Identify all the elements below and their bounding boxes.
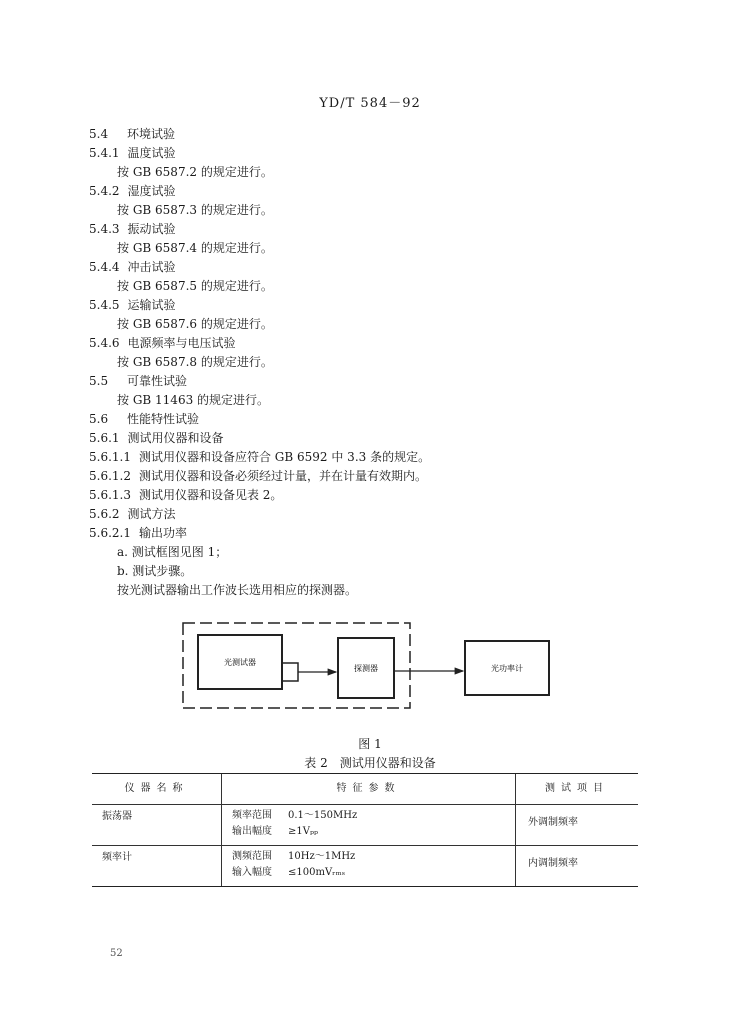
section-body-text: 按 GB 6587.2 的规定进行。 [117,165,273,179]
table-row [92,845,638,886]
table-header-cell: 测试项目 [545,783,609,794]
section-title: 测试用仪器和设备见表 2。 [138,488,283,502]
section-title: 温度试验 [127,146,176,160]
diagram-node-light-tester [198,635,282,689]
instrument-params [222,805,516,845]
test-item: 内调制频率 [528,858,578,869]
param-line [232,865,515,881]
section-heading [89,373,187,389]
param-label: 测频范围 [232,851,272,862]
instrument-params [222,846,516,886]
param-line [232,824,515,840]
section-number: 5.4.3 [89,222,120,236]
section-heading [89,468,427,484]
section-title: 测试用仪器和设备必须经过计量，并在计量有效期内。 [138,469,427,483]
section-number: 5.4.2 [89,184,120,198]
instrument-name: 振荡器 [92,805,222,845]
section-number: 5.6.1.1 [89,450,131,464]
section-body-text: 按 GB 11463 的规定进行。 [117,393,270,407]
section-heading [89,506,176,522]
section-number: 5.6.1.2 [89,469,131,483]
section-heading [89,525,187,541]
section-heading [89,145,176,161]
section-title: 湿度试验 [127,184,176,198]
table-header-cell: 仪器名称 [92,774,222,804]
light-tester-output-port [282,663,298,681]
node-label-light-tester: 光测试器 [224,658,256,667]
node-label-power-meter: 光功率计 [491,664,523,673]
page-number: 52 [110,948,123,959]
table-header-row [92,774,638,805]
section-body-text: 按 GB 6587.5 的规定进行。 [117,279,273,293]
section-heading [89,335,236,351]
equipment-table [92,773,638,887]
table-header-cell: 特征参数 [222,774,516,804]
node-label-detector: 探测器 [354,664,378,673]
section-number: 5.4.6 [89,336,120,350]
section-heading [89,183,176,199]
section-heading [89,449,430,465]
section-title: 测试用仪器和设备应符合 GB 6592 中 3.3 条的规定。 [138,450,431,464]
section-number: 5.6.2.1 [89,526,131,540]
section-title: 性能特性试验 [127,412,200,426]
section-number: 5.4.5 [89,298,120,312]
dashed-enclosure [183,623,410,708]
section-number: 5.4.1 [89,146,120,160]
test-item: 外调制频率 [528,817,578,828]
param-value: 0.1～150MHz [288,810,358,821]
document-code-header: YD/T 584－92 [319,96,421,111]
section-title: 运输试验 [127,298,176,312]
section-heading [89,430,224,446]
section-number: 5.4.4 [89,260,120,274]
figure-caption: 图 1 [358,737,382,751]
param-line [232,808,515,824]
instrument-name: 频率计 [92,846,222,886]
section-body-text: 按光测试器输出工作波长选用相应的探测器。 [117,583,358,597]
section-body-text: a. 测试框图见图 1； [117,545,228,559]
section-body-text: b. 测试步骤。 [117,564,193,578]
section-number: 5.6 [89,412,109,426]
section-heading [89,126,175,142]
param-label: 频率范围 [232,810,272,821]
param-label: 输入幅度 [232,867,272,878]
section-title: 输出功率 [138,526,187,540]
section-body-text: 按 GB 6587.8 的规定进行。 [117,355,273,369]
section-heading [89,411,199,427]
diagram-node-power-meter [465,641,549,695]
table-row [92,805,638,845]
section-number: 5.5 [89,374,109,388]
table-title: 表 2 测试用仪器和设备 [304,756,436,770]
section-heading [89,259,176,275]
section-heading [89,487,282,503]
section-number: 5.6.2 [89,507,120,521]
section-number: 5.6.1.3 [89,488,131,502]
section-number: 5.6.1 [89,431,120,445]
section-heading [89,221,176,237]
section-title: 可靠性试验 [127,374,188,388]
section-body-text: 按 GB 6587.3 的规定进行。 [117,203,273,217]
param-value: ≤100mVᵣₘₛ [288,867,346,878]
section-title: 环境试验 [127,127,176,141]
param-value: ≥1Vₚₚ [288,826,318,837]
section-title: 电源频率与电压试验 [127,336,236,350]
param-line [232,849,515,865]
section-title: 冲击试验 [127,260,176,274]
section-number: 5.4 [89,127,109,141]
section-body-text: 按 GB 6587.4 的规定进行。 [117,241,273,255]
param-label: 输出幅度 [232,826,272,837]
section-title: 测试方法 [127,507,176,521]
section-title: 振动试验 [127,222,176,236]
param-value: 10Hz～1MHz [288,851,356,862]
section-title: 测试用仪器和设备 [127,431,224,445]
section-body-text: 按 GB 6587.6 的规定进行。 [117,317,273,331]
section-heading [89,297,176,313]
diagram-node-detector [338,638,394,698]
